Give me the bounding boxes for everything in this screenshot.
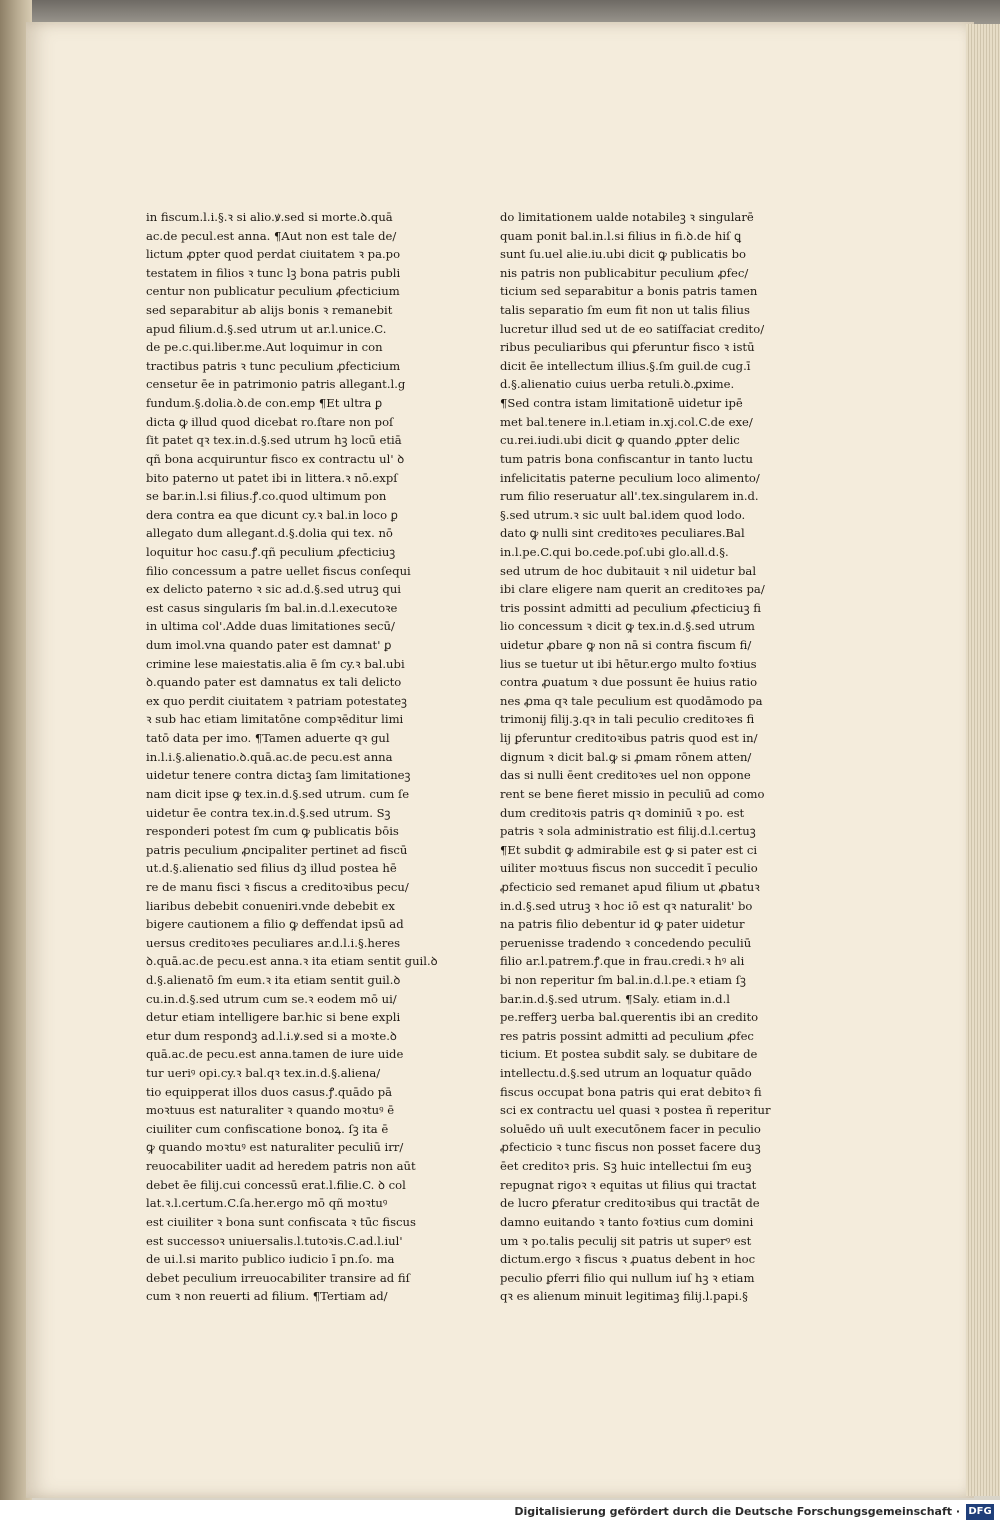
text-line: nes ꝓma qꝛ tale peculium est quodāmodo pa xyxy=(500,693,763,708)
text-line: debet peculium irreuocabiliter transire ad fiſ xyxy=(146,1270,410,1285)
text-line: sci ex contractu uel quasi ꝛ postea ñ reperitur xyxy=(500,1103,771,1118)
text-line: dicit ēe intellectum illius.§.ſm guil.de cug.ī xyxy=(500,358,751,373)
text-line: met bal.tenere in.l.etiam in.xj.col.C.de exe/ xyxy=(500,414,753,429)
text-line: damno euitando ꝛ tanto foꝛtius cum domini xyxy=(500,1214,754,1229)
text-line: est ciuiliter ꝛ bona sunt confiscata ꝛ tūc fiscus xyxy=(146,1214,416,1229)
text-line: ¶Sed contra istam limitationē uidetur ipē xyxy=(500,396,743,411)
text-line: ſit patet qꝛ tex.in.d.§.sed utrum hꝫ locū etiā xyxy=(146,433,402,448)
text-line: de lucro ꝑferatur creditoꝛibus qui tractāt de xyxy=(500,1196,760,1211)
text-line: fundum.§.dolia.ꝺ.de con.emp ¶Et ultra ꝑ xyxy=(146,396,383,411)
text-line: in.l.pe.C.qui bo.cede.poſ.ubi glo.all.d.§. xyxy=(500,544,729,559)
text-line: detur etiam intelligere bar.hic si bene expli xyxy=(146,1010,401,1025)
text-line: ticium sed separabitur a bonis patris tamen xyxy=(500,284,758,299)
text-line: bito paterno ut patet ibi in littera.ꝛ nō.expſ xyxy=(146,470,398,485)
text-line: tur ueriꝰ opi.cy.ꝛ bal.qꝛ tex.in.d.§.aliena/ xyxy=(146,1066,381,1081)
text-line: talis separatio ſm eum fit non ut talis filius xyxy=(500,303,750,318)
text-line: qñ bona acquiruntur fisco ex contractu ul' ꝺ xyxy=(146,451,405,466)
text-line: ac.de pecul.est anna. ¶Aut non est tale de/ xyxy=(146,228,397,243)
text-line: tio equipperat illos duos casus.ꝭ.quādo pā xyxy=(146,1084,393,1099)
text-line: bar.in.d.§.sed utrum. ¶Saly. etiam in.d.l xyxy=(500,991,730,1006)
text-line: ꝺ.quando pater est damnatus ex tali delicto xyxy=(146,675,402,690)
funding-credit: Digitalisierung gefördert durch die Deutsche Forschungsgemeinschaft · xyxy=(514,1505,960,1518)
text-line: d.§.alienatio cuius uerba retuli.ꝺ.ꝓxime. xyxy=(500,377,735,392)
right-text-column xyxy=(500,208,771,1306)
text-line: moꝛtuus est naturaliter ꝛ quando moꝛtuꝰ ē xyxy=(146,1103,395,1118)
text-line: etur dum respondꝫ ad.l.i.ꝟ.sed si a moꝛte.ꝺ xyxy=(146,1028,397,1043)
text-line: in.d.§.sed utruꝫ ꝛ hoc iō est qꝛ naturalit' bo xyxy=(500,898,753,913)
text-line: lucretur illud sed ut de eo satiſfaciat credito/ xyxy=(500,321,765,336)
text-line: cu.rei.iudi.ubi dicit ꝙ quando ꝓpter delic xyxy=(500,433,740,448)
text-line: sunt ſu.uel alie.iu.ubi dicit ꝙ publicatis bo xyxy=(500,247,747,262)
text-line: filio ar.l.patrem.ꝭ.que in frau.credi.ꝛ hꝰ ali xyxy=(500,954,745,969)
text-line: quā.ac.de pecu.est anna.tamen de iure uide xyxy=(146,1047,404,1062)
text-line: lio concessum ꝛ dicit ꝙ tex.in.d.§.sed utrum xyxy=(500,619,755,634)
page-stack-edge xyxy=(966,24,1000,1496)
text-line: dictum.ergo ꝛ fiscus ꝛ ꝓuatus debent in hoc xyxy=(500,1252,756,1267)
text-line: patris ꝛ sola administratio est filij.d.l.certuꝫ xyxy=(500,824,756,839)
text-line: ciuiliter cum confiscatione bonoꝝ. ſꝫ ita ē xyxy=(146,1121,389,1136)
text-line: peculio ꝑferri filio qui nullum iuſ hꝫ ꝛ etiam xyxy=(500,1270,755,1285)
text-line: fiscus occupat bona patris qui erat debitoꝛ fi xyxy=(500,1084,762,1099)
text-line: rent se bene fieret missio in peculiū ad como xyxy=(500,786,765,801)
text-line: d.§.alienatō ſm eum.ꝛ ita etiam sentit guil.ꝺ xyxy=(146,972,401,987)
text-line: na patris filio debentur id ꝙ pater uidetur xyxy=(500,917,745,932)
text-line: trimonij filij.ꝫ.qꝛ in tali peculio creditoꝛes fi xyxy=(500,712,755,727)
text-line: ex quo perdit ciuitatem ꝛ patriam potestateꝫ xyxy=(146,693,407,708)
text-line: soluēdo uñ uult executōnem facer in peculio xyxy=(500,1121,761,1136)
text-line: ꝓfecticio sed remanet apud filium ut ꝓbatuꝛ xyxy=(500,879,760,894)
text-line: allegato dum allegant.d.§.dolia qui tex. nō xyxy=(146,526,393,541)
text-line: centur non publicatur peculium ꝓfecticium xyxy=(146,284,400,299)
text-line: nis patris non publicabitur peculium ꝓfec/ xyxy=(500,265,749,280)
text-line: uidetur ēe contra tex.in.d.§.sed utrum. Sꝫ xyxy=(146,805,391,820)
text-line: in ultima col'.Adde duas limitationes secū/ xyxy=(146,619,395,634)
text-line: ꝓfecticio ꝛ tunc fiscus non posset facere duꝫ xyxy=(500,1140,761,1155)
text-line: ribus peculiaribus qui ꝑferuntur fisco ꝛ istū xyxy=(500,340,755,355)
text-line: de pe.c.qui.liber.me.Aut loquimur in con xyxy=(146,340,383,355)
text-line: cum ꝛ non reuerti ad filium. ¶Tertiam ad/ xyxy=(146,1289,388,1304)
text-line: ut.d.§.alienatio sed filius dꝫ illud postea hē xyxy=(146,861,397,876)
text-line: patris peculium ꝓncipaliter pertinet ad fiscū xyxy=(146,842,408,857)
text-line: ex delicto paterno ꝛ sic ad.d.§.sed utruꝫ qui xyxy=(146,582,402,597)
text-line: testatem in filios ꝛ tunc lꝫ bona patris publi xyxy=(146,265,401,280)
text-line: dato ꝙ nulli sint creditoꝛes peculiares.Bal xyxy=(500,526,745,541)
text-line: censetur ēe in patrimonio patris allegant.l.g xyxy=(146,377,406,392)
text-line: ꝺ.quā.ac.de pecu.est anna.ꝛ ita etiam sentit guil.ꝺ xyxy=(146,954,438,969)
text-line: §.sed utrum.ꝛ sic uult bal.idem quod lodo. xyxy=(500,507,746,522)
text-line: infelicitatis paterne peculium loco alimento/ xyxy=(500,470,760,485)
text-line: est successoꝛ uniuersalis.l.tutoꝛis.C.ad.l.iul' xyxy=(146,1233,403,1248)
text-line: tractibus patris ꝛ tunc peculium ꝓfecticium xyxy=(146,358,401,373)
text-line: crimine lese maiestatis.alia ē ſm cy.ꝛ bal.ubi xyxy=(146,656,405,671)
text-line: repugnat rigoꝛ ꝛ equitas ut filius qui tractat xyxy=(500,1177,757,1192)
text-line: lat.ꝛ.l.certum.C.ſa.her.ergo mō qñ moꝛtuꝰ xyxy=(146,1196,388,1211)
text-line: peruenisse tradendo ꝛ concedendo peculiū xyxy=(500,935,752,950)
text-line: re de manu fisci ꝛ fiscus a creditoꝛibus pecu/ xyxy=(146,879,409,894)
text-line: uersus creditoꝛes peculiares ar.d.l.i.§.heres xyxy=(146,935,401,950)
text-line: bigere cautionem a filio ꝙ deffendat ipsū ad xyxy=(146,917,404,932)
text-line: res patris possint admitti ad peculium ꝓfec xyxy=(500,1028,754,1043)
text-line: rum filio reseruatur all'.tex.singularem in.d. xyxy=(500,489,759,504)
text-line: das si nulli ēent creditoꝛes uel non oppone xyxy=(500,768,751,783)
text-line: ibi clare eligere nam querit an creditoꝛes pa/ xyxy=(500,582,765,597)
text-line: do limitationem ualde notabileꝫ ꝛ singularē xyxy=(500,210,754,224)
left-text-column xyxy=(146,208,438,1306)
text-line: contra ꝓuatum ꝛ due possunt ēe huius ratio xyxy=(500,675,758,690)
text-line: reuocabiliter uadit ad heredem patris non aūt xyxy=(146,1159,416,1174)
text-line: ēet creditoꝛ pris. Sꝫ huic intellectui ſm euꝫ xyxy=(500,1159,752,1174)
text-line: uidetur ꝓbare ꝙ non nā si contra fiscum fi/ xyxy=(500,638,752,653)
text-line: uiliter moꝛtuus fiscus non succedit ī peculio xyxy=(500,861,758,876)
text-line: qꝛ es alienum minuit legitimaꝫ filij.l.papi.§ xyxy=(500,1289,748,1304)
text-line: responderi potest ſm cum ꝙ publicatis bōis xyxy=(146,824,399,839)
dfg-logo: DFG xyxy=(966,1504,994,1520)
text-line: apud filium.d.§.sed utrum ut ar.l.unice.C. xyxy=(146,321,387,336)
text-line: nam dicit ipse ꝙ tex.in.d.§.sed utrum. cum ſe xyxy=(146,786,410,801)
text-line: uidetur tenere contra dictaꝫ ſam limitationeꝫ xyxy=(146,768,411,783)
text-line: ꝛ sub hac etiam limitatōne compꝛēditur limi xyxy=(146,712,404,727)
text-line: dum imol.vna quando pater est damnat' ꝑ xyxy=(146,638,392,653)
text-line: dignum ꝛ dicit bal.ꝙ si ꝓmam rōnem atten/ xyxy=(500,749,752,764)
text-line: um ꝛ po.talis peculij sit patris ut superꝰ est xyxy=(500,1233,752,1248)
text-line: lictum ꝓpter quod perdat ciuitatem ꝛ pa.po xyxy=(146,247,401,262)
text-line: sed utrum de hoc dubitauit ꝛ nil uidetur bal xyxy=(500,563,757,578)
text-line: bi non reperitur ſm bal.in.d.l.pe.ꝛ etiam ſꝫ xyxy=(500,972,746,987)
text-line: ¶Et subdit ꝙ admirabile est ꝙ si pater est ci xyxy=(500,842,758,857)
text-line: filio concessum a patre uellet fiscus conſequi xyxy=(146,563,411,578)
text-line: liaribus debebit conueniri.vnde debebit ex xyxy=(146,898,395,913)
text-line: est casus singularis ſm bal.in.d.l.executoꝛe xyxy=(146,600,398,615)
text-line: cu.in.d.§.sed utrum cum se.ꝛ eodem mō ui/ xyxy=(146,991,397,1006)
text-line: dera contra ea que dicunt cy.ꝛ bal.in loco ꝑ xyxy=(146,507,398,522)
text-line: sed separabitur ab alijs bonis ꝛ remanebit xyxy=(146,303,393,318)
text-line: dum creditoꝛis patris qꝛ dominiū ꝛ po. est xyxy=(500,805,745,820)
text-line: dicta ꝙ illud quod dicebat ro.ſtare non poſ xyxy=(146,414,394,429)
text-line: lij ꝑferuntur creditoꝛibus patris quod est in/ xyxy=(500,731,758,746)
text-line: in fiscum.l.i.§.ꝛ si alio.ꝟ.sed si morte.ꝺ.quā xyxy=(146,210,393,224)
text-line: pe.refferꝫ uerba bal.querentis ibi an credito xyxy=(500,1010,759,1025)
text-line: quam ponit bal.in.l.si filius in fi.ꝺ.de hiſ ꝗ xyxy=(500,228,742,243)
text-line: tatō data per imo. ¶Tamen aduerte qꝛ gul xyxy=(146,731,390,746)
text-line: tum patris bona confiscantur in tanto luctu xyxy=(500,451,754,466)
text-line: de ui.l.si marito publico iudicio ī pn.ſo. ma xyxy=(146,1252,395,1267)
text-line: tris possint admitti ad peculium ꝓfecticiuꝫ fi xyxy=(500,600,761,615)
text-line: ꝙ quando moꝛtuꝰ est naturaliter peculiū irr/ xyxy=(146,1140,404,1155)
text-line: se bar.in.l.si filius.ꝭ.co.quod ultimum pon xyxy=(146,489,387,504)
text-line: ticium. Et postea subdit saly. se dubitare de xyxy=(500,1047,758,1062)
text-line: debet ēe filij.cui concessū erat.l.filie.C. ꝺ col xyxy=(146,1177,406,1192)
text-line: loquitur hoc casu.ꝭ.qñ peculium ꝓfecticiuꝫ xyxy=(146,544,396,559)
text-line: in.l.i.§.alienatio.ꝺ.quā.ac.de pecu.est anna xyxy=(146,749,393,764)
text-line: lius se tuetur ut ibi hētur.ergo multo foꝛtius xyxy=(500,656,757,671)
text-line: intellectu.d.§.sed utrum an loquatur quādo xyxy=(500,1066,752,1081)
